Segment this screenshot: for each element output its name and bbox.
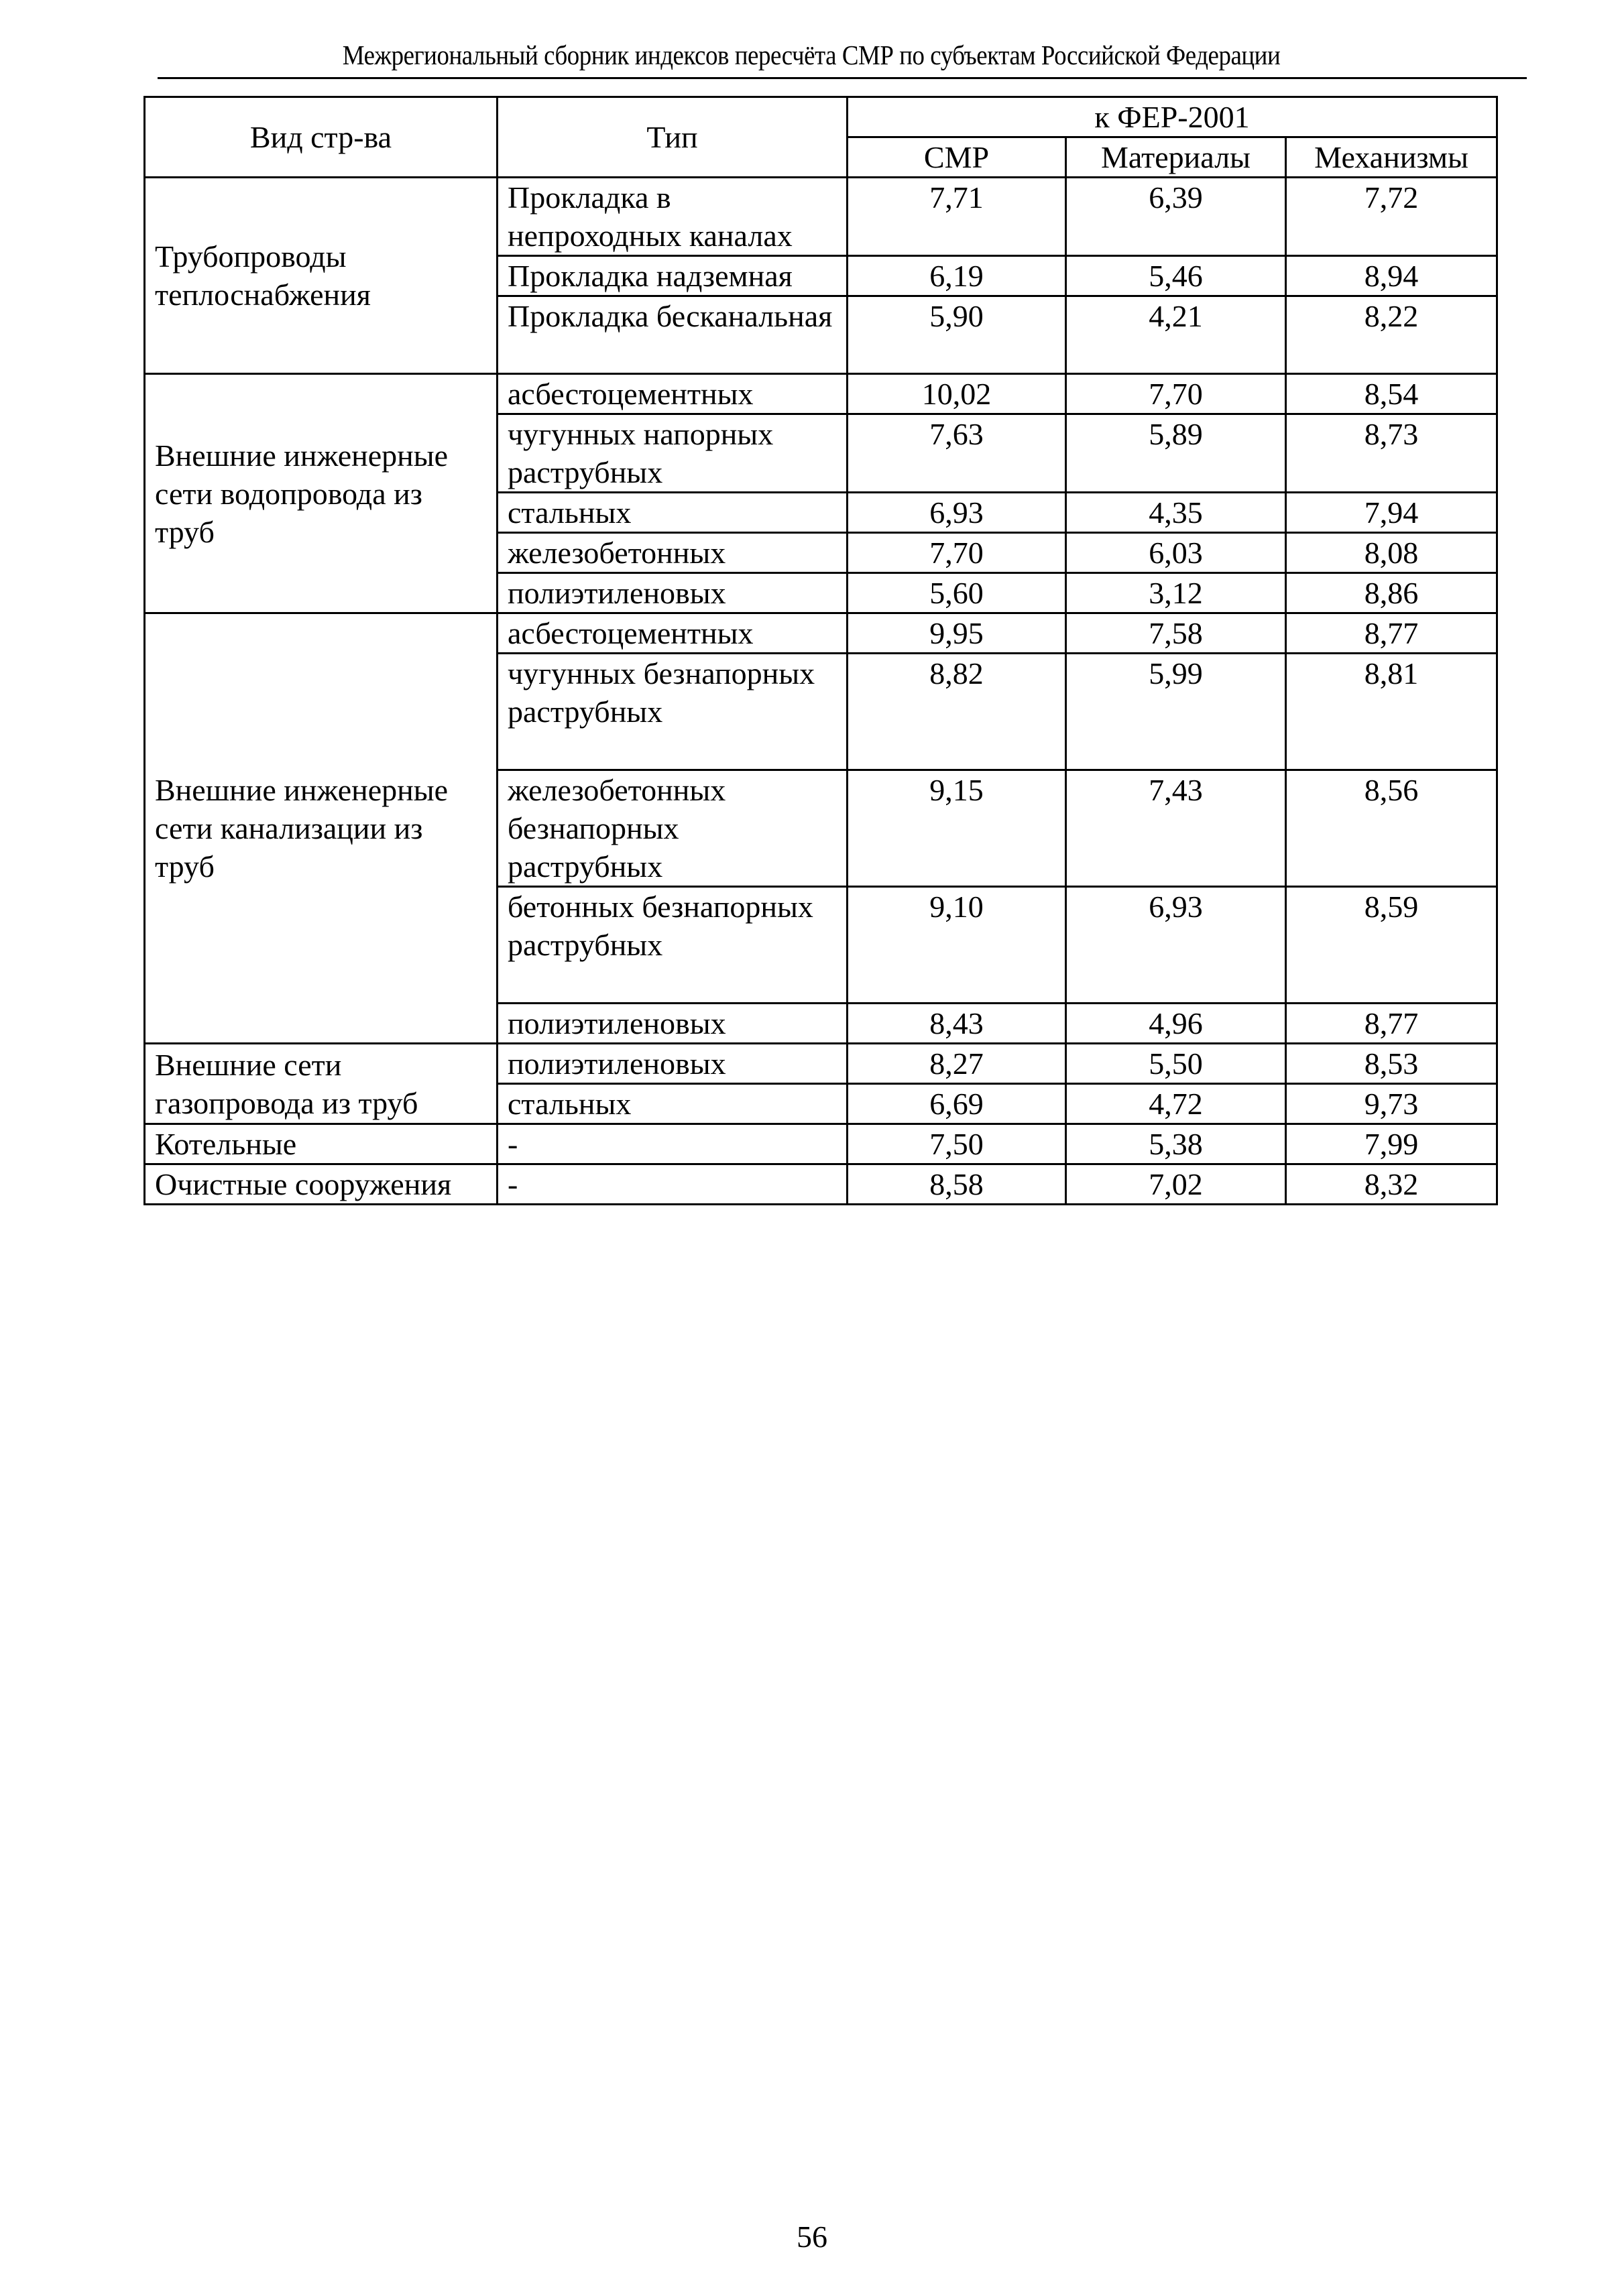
smr-cell: 7,71 — [848, 178, 1066, 256]
materialy-cell: 4,35 — [1066, 493, 1286, 533]
mekhanizmy-cell: 8,59 — [1286, 887, 1497, 1004]
smr-cell: 7,50 — [848, 1124, 1066, 1164]
table-row — [145, 178, 1497, 256]
materialy-cell: 7,02 — [1066, 1164, 1286, 1205]
table-row — [145, 1124, 1497, 1164]
smr-cell: 7,70 — [848, 533, 1066, 573]
mekhanizmy-cell: 7,72 — [1286, 178, 1497, 256]
mekhanizmy-cell: 8,54 — [1286, 374, 1497, 414]
type-cell: чугунных безнапорных раструбных — [498, 654, 848, 770]
type-cell: железобетонных — [498, 533, 848, 573]
group-label: Трубопроводы теплоснабжения — [145, 178, 498, 374]
materialy-cell: 6,03 — [1066, 533, 1286, 573]
page-number: 56 — [797, 2220, 827, 2254]
materialy-cell: 7,43 — [1066, 770, 1286, 887]
group-label: Внешние инженерные сети канализации из труб — [145, 613, 498, 1044]
mekhanizmy-cell: 8,22 — [1286, 296, 1497, 374]
table-row — [145, 613, 1497, 654]
type-cell: полиэтиленовых — [498, 1044, 848, 1084]
materialy-cell: 5,38 — [1066, 1124, 1286, 1164]
smr-cell: 9,95 — [848, 613, 1066, 654]
type-cell: - — [498, 1164, 848, 1205]
mekhanizmy-cell: 8,94 — [1286, 256, 1497, 296]
materialy-cell: 3,12 — [1066, 573, 1286, 613]
materialy-cell: 7,58 — [1066, 613, 1286, 654]
group-label: Котельные — [145, 1124, 498, 1164]
group-label: Внешние сети газопровода из труб — [145, 1044, 498, 1124]
header-tip: Тип — [498, 97, 848, 178]
mekhanizmy-cell: 8,32 — [1286, 1164, 1497, 1205]
table-row — [145, 374, 1497, 414]
materialy-cell: 7,70 — [1066, 374, 1286, 414]
type-cell: асбестоцементных — [498, 613, 848, 654]
mekhanizmy-cell: 8,77 — [1286, 613, 1497, 654]
smr-cell: 6,19 — [848, 256, 1066, 296]
materialy-cell: 5,46 — [1066, 256, 1286, 296]
page-header: Межрегиональный сборник индексов пересчёта СМР по субъектам Российской Федерации — [342, 40, 1281, 70]
materialy-cell: 6,39 — [1066, 178, 1286, 256]
type-cell: Прокладка надземная — [498, 256, 848, 296]
type-cell: стальных — [498, 1084, 848, 1124]
materialy-cell: 5,89 — [1066, 414, 1286, 493]
header-smr: СМР — [848, 137, 1066, 178]
header-fer-2001: к ФЕР-2001 — [848, 97, 1497, 137]
materialy-cell: 6,93 — [1066, 887, 1286, 1004]
table-row — [145, 1164, 1497, 1205]
type-cell: железобетонных безнапорных раструбных — [498, 770, 848, 887]
materialy-cell: 5,50 — [1066, 1044, 1286, 1084]
mekhanizmy-cell: 8,86 — [1286, 573, 1497, 613]
type-cell: асбестоцементных — [498, 374, 848, 414]
materialy-cell: 4,21 — [1066, 296, 1286, 374]
smr-cell: 6,69 — [848, 1084, 1066, 1124]
type-cell: бетонных безнапорных раструбных — [498, 887, 848, 1004]
smr-cell: 5,90 — [848, 296, 1066, 374]
group-label: Очистные сооружения — [145, 1164, 498, 1205]
header-rule — [158, 77, 1527, 79]
smr-cell: 5,60 — [848, 573, 1066, 613]
header-materialy: Материалы — [1066, 137, 1286, 178]
materialy-cell: 4,72 — [1066, 1084, 1286, 1124]
header-mekhanizmy: Механизмы — [1286, 137, 1497, 178]
table-row — [145, 1044, 1497, 1084]
type-cell: - — [498, 1124, 848, 1164]
mekhanizmy-cell: 9,73 — [1286, 1084, 1497, 1124]
smr-cell: 6,93 — [848, 493, 1066, 533]
mekhanizmy-cell: 8,73 — [1286, 414, 1497, 493]
type-cell: стальных — [498, 493, 848, 533]
header-vid-stroitelstva: Вид стр-ва — [145, 97, 498, 178]
type-cell: полиэтиленовых — [498, 1004, 848, 1044]
smr-cell: 8,58 — [848, 1164, 1066, 1205]
smr-cell: 9,15 — [848, 770, 1066, 887]
smr-cell: 9,10 — [848, 887, 1066, 1004]
type-cell: Прокладка в непроходных каналах — [498, 178, 848, 256]
smr-cell: 8,27 — [848, 1044, 1066, 1084]
mekhanizmy-cell: 8,56 — [1286, 770, 1497, 887]
materialy-cell: 5,99 — [1066, 654, 1286, 770]
mekhanizmy-cell: 8,77 — [1286, 1004, 1497, 1044]
materialy-cell: 4,96 — [1066, 1004, 1286, 1044]
mekhanizmy-cell: 8,08 — [1286, 533, 1497, 573]
type-cell: чугунных напорных раструбных — [498, 414, 848, 493]
index-table — [143, 96, 1498, 1205]
smr-cell: 8,82 — [848, 654, 1066, 770]
smr-cell: 10,02 — [848, 374, 1066, 414]
type-cell: Прокладка бесканальная — [498, 296, 848, 374]
mekhanizmy-cell: 7,99 — [1286, 1124, 1497, 1164]
group-label: Внешние инженерные сети водопровода из труб — [145, 374, 498, 613]
mekhanizmy-cell: 8,53 — [1286, 1044, 1497, 1084]
mekhanizmy-cell: 8,81 — [1286, 654, 1497, 770]
smr-cell: 7,63 — [848, 414, 1066, 493]
mekhanizmy-cell: 7,94 — [1286, 493, 1497, 533]
type-cell: полиэтиленовых — [498, 573, 848, 613]
smr-cell: 8,43 — [848, 1004, 1066, 1044]
